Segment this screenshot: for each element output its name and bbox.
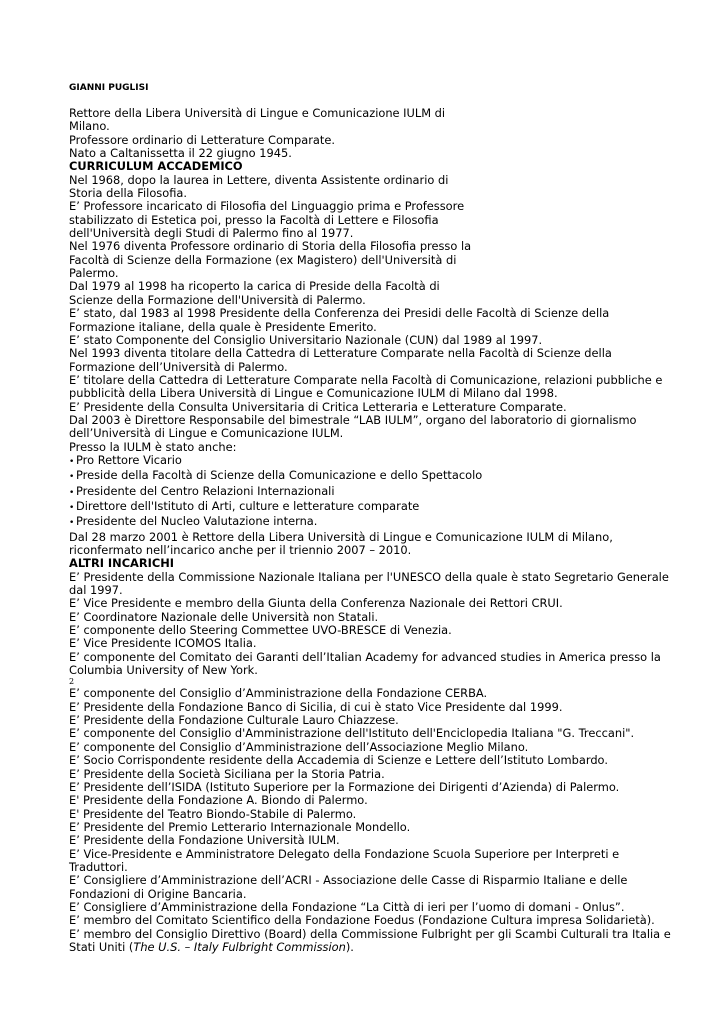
incarico-line: Traduttori. [69, 859, 128, 874]
curriculum-line: pubblicità della Libera Università di Lingue e Comunicazione IULM di Milano dal 1998. [69, 386, 558, 401]
incarico-line: E’ Vice Presidente ICOMOS Italia. [69, 636, 257, 651]
role-label: Direttore dell'Istituto di Arti, culture e letterature comparate [76, 498, 420, 513]
intro-section [69, 107, 669, 160]
role-label: Preside della Facoltà di Scienze della Comunicazione e dello Spettacolo [76, 468, 483, 483]
incarico-line: E’ componente del Comitato dei Garanti dell’Italian Academy for advanced studies in America presso la [69, 649, 661, 664]
curriculum-line: dell'Università degli Studi di Palermo fino al 1977. [69, 226, 354, 241]
curriculum-line: dell’Università di Lingue e Comunicazione IULM. [69, 426, 344, 441]
incarico-line: E’ componente dello Steering Commettee UVO-BRESCE di Venezia. [69, 623, 452, 638]
iulm-roles-list [69, 454, 669, 531]
incarico-line: E’ Consigliere d’Amministrazione della Fondazione “La Città di ieri per l’uomo di domani - Onlus”. [69, 899, 625, 914]
curriculum-heading: CURRICULUM ACCADEMICO [69, 159, 243, 174]
curriculum-line: E’ Presidente della Consulta Universitaria di Critica Letteraria e Letterature Comparate. [69, 399, 567, 414]
intro-line: Rettore della Libera Università di Lingue e Comunicazione IULM di [69, 106, 446, 120]
curriculum-line: E’ stato Componente del Consiglio Universitario Nazionale (CUN) dal 1989 al 1997. [69, 332, 543, 347]
incarico-line: Columbia University of New York. [69, 663, 258, 678]
curriculum-line: stabilizzato di Estetica poi, presso la Facoltà di Lettere e Filosofia [69, 212, 439, 227]
curriculum-line: Nel 1968, dopo la laurea in Lettere, diventa Assistente ordinario di [69, 172, 449, 187]
incarico-line: E’ Presidente della Fondazione Banco di Sicilia, di cui è stato Vice Presidente dal 1999. [69, 699, 563, 714]
bullet-icon: • [69, 472, 75, 483]
altri-incarichi-section [69, 571, 669, 678]
incarico-line: E’ Socio Corrispondente residente della Accademia di Scienze e Lettere dell’Istituto Lombardo. [69, 753, 608, 768]
intro-line: Milano. [69, 119, 110, 134]
incarico-line: E’ Consigliere d’Amministrazione dell’ACRI - Associazione delle Casse di Risparmio Italiane e delle [69, 873, 628, 888]
incarico-line: dal 1997. [69, 583, 123, 598]
bullet-icon: • [69, 518, 75, 529]
role-list-item [69, 500, 669, 515]
intro-line: Professore ordinario di Letterature Comparate. [69, 132, 335, 147]
incarico-line: E’ componente del Consiglio d’Amministrazione della Fondazione CERBA. [69, 686, 488, 701]
fulbright-suffix: ). [345, 939, 354, 954]
role-label: Pro Rettore Vicario [76, 452, 182, 467]
incarico-line: E' Presidente della Fondazione A. Biondo di Palermo. [69, 793, 368, 808]
curriculum-section [69, 174, 669, 454]
incarico-line: E’ Presidente dell’ISIDA (Istituto Superiore per la Formazione dei Dirigenti d’Azienda) di Palermo. [69, 779, 620, 794]
bullet-icon: • [69, 487, 75, 498]
incarico-line: E’ Coordinatore Nazionale delle Università non Statali. [69, 609, 379, 624]
curriculum-line: Storia della Filosofia. [69, 186, 187, 201]
incarico-line: E’ Presidente della Fondazione Culturale Lauro Chiazzese. [69, 713, 399, 728]
fulbright-line [69, 941, 669, 954]
incarico-line: E' Presidente del Teatro Biondo-Stabile di Palermo. [69, 806, 357, 821]
rector-section [69, 531, 669, 558]
incarico-line: E’ Presidente della Società Siciliana per la Storia Patria. [69, 766, 385, 781]
document-title: GIANNI PUGLISI [69, 83, 149, 93]
incarico-line: E’ Vice-Presidente e Amministratore Delegato della Fondazione Scuola Superiore per Interpreti e [69, 846, 620, 861]
incarico-line: E’ membro del Comitato Scientifico della Fondazione Foedus (Fondazione Cultura impresa Solidarietà). [69, 913, 655, 928]
curriculum-line: Formazione italiane, della quale è Presidente Emerito. [69, 319, 377, 334]
curriculum-line: E’ titolare della Cattedra di Letterature Comparate nella Facoltà di Comunicazione, relazioni pubbliche e [69, 372, 663, 387]
curriculum-line: E’ Professore incaricato di Filosofia del Linguaggio prima e Professore [69, 199, 465, 214]
bullet-icon: • [69, 502, 75, 513]
role-list-item [69, 454, 669, 469]
bullet-icon: • [69, 456, 75, 467]
fulbright-prefix: Stati Uniti ( [69, 939, 134, 954]
incarico-line: E’ Presidente della Fondazione Università IULM. [69, 833, 340, 848]
curriculum-line: Dal 2003 è Direttore Responsabile del bimestrale “LAB IULM”, organo del laboratorio di giornalismo [69, 412, 637, 427]
curriculum-line: Dal 1979 al 1998 ha ricoperto la carica di Preside della Facoltà di [69, 279, 440, 294]
incarico-line: E’ Presidente del Premio Letterario Internazionale Mondello. [69, 819, 411, 834]
curriculum-line: Formazione dell’Università di Palermo. [69, 359, 288, 374]
altri-incarichi-continued [69, 687, 669, 941]
incarico-line: E’ membro del Consiglio Direttivo (Board) della Commissione Fulbright per gli Scambi Culturali tra Italia e [69, 926, 671, 941]
rector-line: Dal 28 marzo 2001 è Rettore della Libera Università di Lingue e Comunicazione IULM di Milano, [69, 529, 613, 544]
curriculum-line: Facoltà di Scienze della Formazione (ex Magistero) dell'Università di [69, 252, 457, 267]
curriculum-line: Nel 1993 diventa titolare della Cattedra di Letterature Comparate nella Facoltà di Scienze della [69, 346, 612, 361]
curriculum-line: Palermo. [69, 266, 119, 281]
fulbright-italic: The U.S. – Italy Fulbright Commission [133, 939, 346, 954]
rector-line: riconfermato nell’incarico anche per il triennio 2007 – 2010. [69, 543, 412, 557]
role-label: Presidente del Nucleo Valutazione interna. [76, 514, 318, 529]
incarico-line: E’ componente del Consiglio d'Amministrazione dell'Istituto dell'Enciclopedia Italiana "G. Treccani". [69, 726, 635, 741]
incarico-line: E’ Presidente della Commissione Nazionale Italiana per l'UNESCO della quale è stato Segretario Generale [69, 569, 669, 584]
role-label: Presidente del Centro Relazioni Internazionali [76, 483, 335, 498]
curriculum-line: E’ stato, dal 1983 al 1998 Presidente della Conferenza dei Presidi delle Facoltà di Scienze della [69, 306, 610, 321]
document-page [69, 83, 669, 954]
intro-line: Nato a Caltanissetta il 22 giugno 1945. [69, 146, 292, 161]
incarico-line: E’ componente del Consiglio d’Amministrazione dell’Associazione Meglio Milano. [69, 739, 529, 754]
role-list-item [69, 485, 669, 500]
curriculum-line: Presso la IULM è stato anche: [69, 439, 237, 454]
incarico-line: Fondazioni di Origine Bancaria. [69, 886, 247, 901]
curriculum-line: Nel 1976 diventa Professore ordinario di Storia della Filosofia presso la [69, 239, 472, 254]
altri-incarichi-heading: ALTRI INCARICHI [69, 556, 175, 571]
curriculum-line: Scienze della Formazione dell'Università di Palermo. [69, 292, 366, 307]
role-list-item [69, 469, 669, 484]
incarico-line: E’ Vice Presidente e membro della Giunta della Conferenza Nazionale dei Rettori CRUI. [69, 596, 563, 611]
role-list-item [69, 515, 669, 530]
page-number: 2 [69, 677, 75, 687]
